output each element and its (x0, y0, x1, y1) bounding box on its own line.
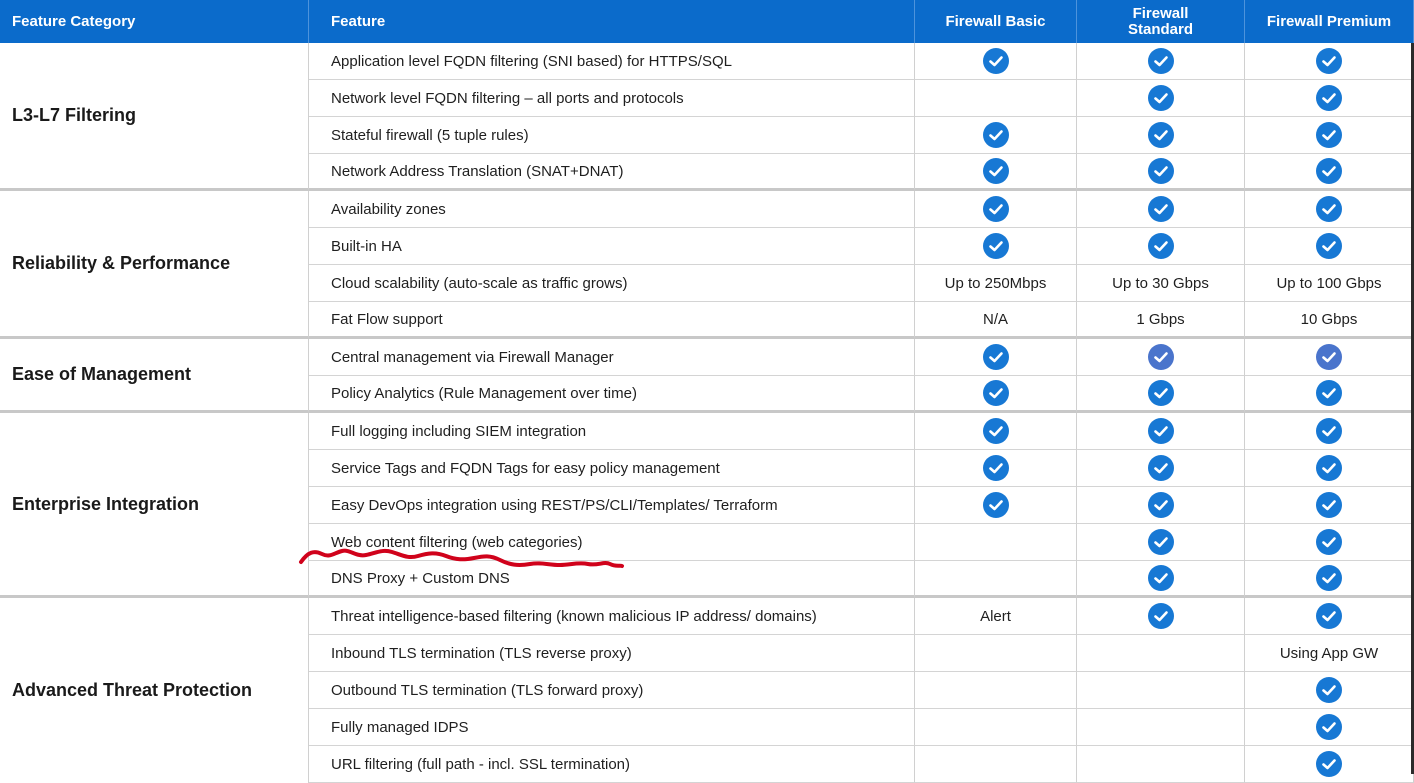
tier-premium-cell (1245, 413, 1414, 450)
header-feature: Feature (309, 0, 915, 43)
check-circle-icon (1148, 603, 1174, 629)
tier-standard-value (1077, 672, 1245, 709)
tier-standard-value: Up to 30 Gbps (1077, 265, 1245, 302)
tier-standard-cell (1077, 561, 1245, 598)
feature-name: Network level FQDN filtering – all ports and protocols (309, 80, 915, 117)
tier-premium-cell (1245, 339, 1414, 376)
tier-standard-cell (1077, 80, 1245, 117)
feature-name: Easy DevOps integration using REST/PS/CLI/Templates/ Terraform (309, 487, 915, 524)
tier-premium-cell (1245, 43, 1414, 80)
tier-standard-cell (1077, 376, 1245, 413)
header-firewall-basic: Firewall Basic (915, 0, 1077, 43)
tier-standard-cell (1077, 191, 1245, 228)
tier-premium-cell (1245, 80, 1414, 117)
check-circle-icon (983, 455, 1009, 481)
check-circle-icon (983, 380, 1009, 406)
tier-basic-value (915, 80, 1077, 117)
tier-standard-value (1077, 635, 1245, 672)
tier-standard-cell (1077, 339, 1245, 376)
tier-standard-cell (1077, 228, 1245, 265)
tier-standard-value: 1 Gbps (1077, 302, 1245, 339)
feature-name: Policy Analytics (Rule Management over time) (309, 376, 915, 413)
check-circle-icon (983, 492, 1009, 518)
tier-standard-cell (1077, 117, 1245, 154)
tier-standard-cell (1077, 450, 1245, 487)
tier-basic-cell (915, 413, 1077, 450)
tier-premium-value: Using App GW (1245, 635, 1414, 672)
tier-basic-cell (915, 117, 1077, 154)
check-circle-icon (1316, 48, 1342, 74)
tier-basic-value: Alert (915, 598, 1077, 635)
feature-name: Fully managed IDPS (309, 709, 915, 746)
tier-standard-cell (1077, 487, 1245, 524)
check-circle-icon (1148, 158, 1174, 184)
tier-basic-cell (915, 339, 1077, 376)
tier-basic-value (915, 524, 1077, 561)
check-circle-icon (983, 233, 1009, 259)
tier-premium-cell (1245, 746, 1414, 783)
feature-name: Inbound TLS termination (TLS reverse proxy) (309, 635, 915, 672)
check-circle-icon (1316, 344, 1342, 370)
tier-standard-cell (1077, 413, 1245, 450)
check-circle-icon (1316, 677, 1342, 703)
feature-name: Availability zones (309, 191, 915, 228)
check-circle-icon (1148, 344, 1174, 370)
feature-name: Cloud scalability (auto-scale as traffic grows) (309, 265, 915, 302)
feature-name: Application level FQDN filtering (SNI based) for HTTPS/SQL (309, 43, 915, 80)
check-circle-icon (1316, 85, 1342, 111)
tier-premium-cell (1245, 672, 1414, 709)
feature-name: Web content filtering (web categories) (309, 524, 915, 561)
tier-basic-value (915, 561, 1077, 598)
tier-standard-cell (1077, 43, 1245, 80)
tier-premium-cell (1245, 154, 1414, 191)
category-label: L3-L7 Filtering (0, 43, 309, 191)
tier-basic-cell (915, 43, 1077, 80)
feature-name: Service Tags and FQDN Tags for easy policy management (309, 450, 915, 487)
check-circle-icon (1316, 492, 1342, 518)
check-circle-icon (1316, 418, 1342, 444)
feature-name: Outbound TLS termination (TLS forward proxy) (309, 672, 915, 709)
tier-basic-cell (915, 154, 1077, 191)
check-circle-icon (983, 48, 1009, 74)
check-circle-icon (1148, 492, 1174, 518)
tier-basic-cell (915, 487, 1077, 524)
tier-standard-cell (1077, 598, 1245, 635)
tier-basic-value (915, 709, 1077, 746)
check-circle-icon (1316, 603, 1342, 629)
check-circle-icon (1148, 565, 1174, 591)
check-circle-icon (1316, 565, 1342, 591)
tier-premium-cell (1245, 598, 1414, 635)
check-circle-icon (1316, 455, 1342, 481)
tier-standard-value (1077, 746, 1245, 783)
tier-basic-cell (915, 450, 1077, 487)
tier-premium-cell (1245, 561, 1414, 598)
tier-standard-value (1077, 709, 1245, 746)
feature-name: Threat intelligence-based filtering (known malicious IP address/ domains) (309, 598, 915, 635)
tier-premium-value: Up to 100 Gbps (1245, 265, 1414, 302)
category-label: Enterprise Integration (0, 413, 309, 598)
check-circle-icon (1148, 233, 1174, 259)
tier-premium-cell (1245, 487, 1414, 524)
check-circle-icon (1148, 418, 1174, 444)
feature-name: Full logging including SIEM integration (309, 413, 915, 450)
check-circle-icon (1316, 158, 1342, 184)
tier-basic-value (915, 746, 1077, 783)
check-circle-icon (983, 196, 1009, 222)
check-circle-icon (1316, 380, 1342, 406)
check-circle-icon (983, 344, 1009, 370)
category-label: Advanced Threat Protection (0, 598, 309, 783)
check-circle-icon (1148, 380, 1174, 406)
header-feature-category: Feature Category (0, 0, 309, 43)
check-circle-icon (1148, 85, 1174, 111)
feature-name: DNS Proxy + Custom DNS (309, 561, 915, 598)
check-circle-icon (1148, 196, 1174, 222)
check-circle-icon (983, 158, 1009, 184)
category-label: Ease of Management (0, 339, 309, 413)
check-circle-icon (1148, 122, 1174, 148)
category-label: Reliability & Performance (0, 191, 309, 339)
tier-premium-cell (1245, 376, 1414, 413)
check-circle-icon (1148, 455, 1174, 481)
check-circle-icon (1148, 529, 1174, 555)
check-circle-icon (1316, 714, 1342, 740)
tier-basic-cell (915, 191, 1077, 228)
header-firewall-premium: Firewall Premium (1245, 0, 1414, 43)
tier-basic-cell (915, 228, 1077, 265)
check-circle-icon (983, 122, 1009, 148)
tier-basic-value: N/A (915, 302, 1077, 339)
check-circle-icon (983, 418, 1009, 444)
feature-name: Stateful firewall (5 tuple rules) (309, 117, 915, 154)
tier-basic-value (915, 672, 1077, 709)
feature-name: URL filtering (full path - incl. SSL termination) (309, 746, 915, 783)
check-circle-icon (1316, 751, 1342, 777)
check-circle-icon (1316, 233, 1342, 259)
tier-premium-cell (1245, 117, 1414, 154)
tier-standard-cell (1077, 524, 1245, 561)
feature-name: Fat Flow support (309, 302, 915, 339)
tier-basic-value (915, 635, 1077, 672)
check-circle-icon (1316, 196, 1342, 222)
tier-premium-cell (1245, 709, 1414, 746)
feature-name: Network Address Translation (SNAT+DNAT) (309, 154, 915, 191)
tier-premium-cell (1245, 191, 1414, 228)
tier-premium-cell (1245, 228, 1414, 265)
tier-basic-value: Up to 250Mbps (915, 265, 1077, 302)
tier-premium-value: 10 Gbps (1245, 302, 1414, 339)
feature-name: Built-in HA (309, 228, 915, 265)
tier-basic-cell (915, 376, 1077, 413)
check-circle-icon (1316, 529, 1342, 555)
check-circle-icon (1148, 48, 1174, 74)
feature-name: Central management via Firewall Manager (309, 339, 915, 376)
header-firewall-standard: Firewall Standard (1077, 0, 1245, 43)
check-circle-icon (1316, 122, 1342, 148)
tier-premium-cell (1245, 450, 1414, 487)
tier-premium-cell (1245, 524, 1414, 561)
tier-standard-cell (1077, 154, 1245, 191)
